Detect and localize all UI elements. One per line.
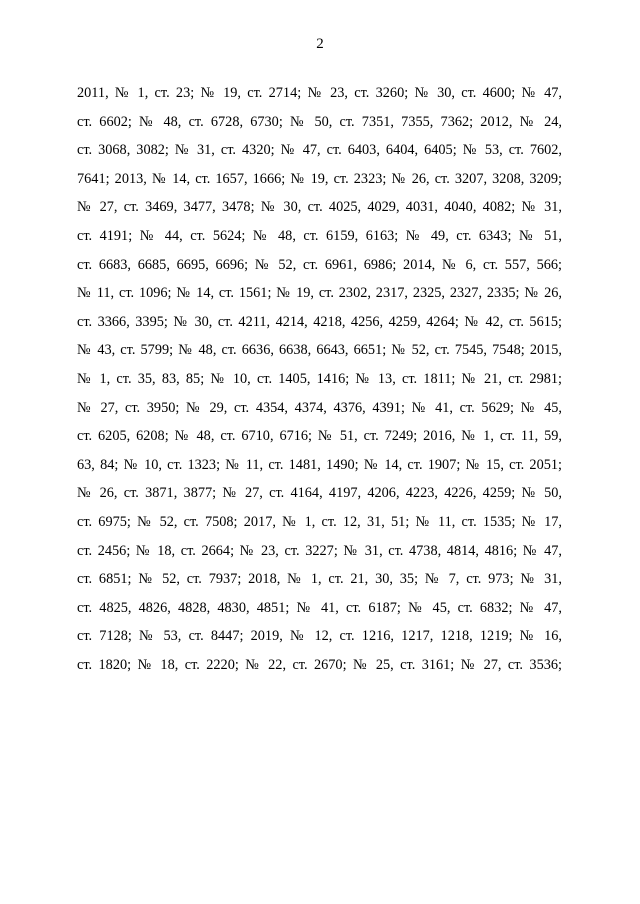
text-line: № 27, ст. 3950; № 29, ст. 4354, 4374, 4376, 4391; № 41, ст. 5629; № 45, [77,399,562,416]
text-line: ст. 3068, 3082; № 31, ст. 4320; № 47, ст. 6403, 6404, 6405; № 53, ст. 7602, [77,142,562,159]
text-line: ст. 7128; № 53, ст. 8447; 2019, № 12, ст. 1216, 1217, 1218, 1219; № 16, [77,628,562,645]
text-line: ст. 6205, 6208; № 48, ст. 6710, 6716; № 51, ст. 7249; 2016, № 1, ст. 11, 59, [77,428,562,445]
text-line: № 1, ст. 35, 83, 85; № 10, ст. 1405, 1416; № 13, ст. 1811; № 21, ст. 2981; [77,370,562,387]
text-line: ст. 1820; № 18, ст. 2220; № 22, ст. 2670; № 25, ст. 3161; № 27, ст. 3536; [77,656,562,673]
text-line: № 11, ст. 1096; № 14, ст. 1561; № 19, ст. 2302, 2317, 2325, 2327, 2335; № 26, [77,285,562,302]
text-line: ст. 3366, 3395; № 30, ст. 4211, 4214, 4218, 4256, 4259, 4264; № 42, ст. 5615; [77,313,562,330]
text-line: ст. 6683, 6685, 6695, 6696; № 52, ст. 6961, 6986; 2014, № 6, ст. 557, 566; [77,256,562,273]
text-line: № 26, ст. 3871, 3877; № 27, ст. 4164, 4197, 4206, 4223, 4226, 4259; № 50, [77,485,562,502]
text-line: ст. 4825, 4826, 4828, 4830, 4851; № 41, ст. 6187; № 45, ст. 6832; № 47, [77,599,562,616]
text-line: 7641; 2013, № 14, ст. 1657, 1666; № 19, ст. 2323; № 26, ст. 3207, 3208, 3209; [77,170,562,187]
text-line: ст. 4191; № 44, ст. 5624; № 48, ст. 6159, 6163; № 49, ст. 6343; № 51, [77,227,562,244]
text-line: 2011, № 1, ст. 23; № 19, ст. 2714; № 23, ст. 3260; № 30, ст. 4600; № 47, [77,85,562,101]
page-number: 2 [316,36,324,52]
body-text [77,79,562,679]
text-line: ст. 6975; № 52, ст. 7508; 2017, № 1, ст. 12, 31, 51; № 11, ст. 1535; № 17, [77,513,562,530]
text-line: 63, 84; № 10, ст. 1323; № 11, ст. 1481, 1490; № 14, ст. 1907; № 15, ст. 2051; [77,456,562,473]
text-line: ст. 6851; № 52, ст. 7937; 2018, № 1, ст. 21, 30, 35; № 7, ст. 973; № 31, [77,571,562,588]
text-line: ст. 6602; № 48, ст. 6728, 6730; № 50, ст. 7351, 7355, 7362; 2012, № 24, [77,113,562,130]
text-line: № 43, ст. 5799; № 48, ст. 6636, 6638, 6643, 6651; № 52, ст. 7545, 7548; 2015, [77,342,562,359]
text-line: № 27, ст. 3469, 3477, 3478; № 30, ст. 4025, 4029, 4031, 4040, 4082; № 31, [77,199,562,216]
text-line: ст. 2456; № 18, ст. 2664; № 23, ст. 3227; № 31, ст. 4738, 4814, 4816; № 47, [77,542,562,559]
